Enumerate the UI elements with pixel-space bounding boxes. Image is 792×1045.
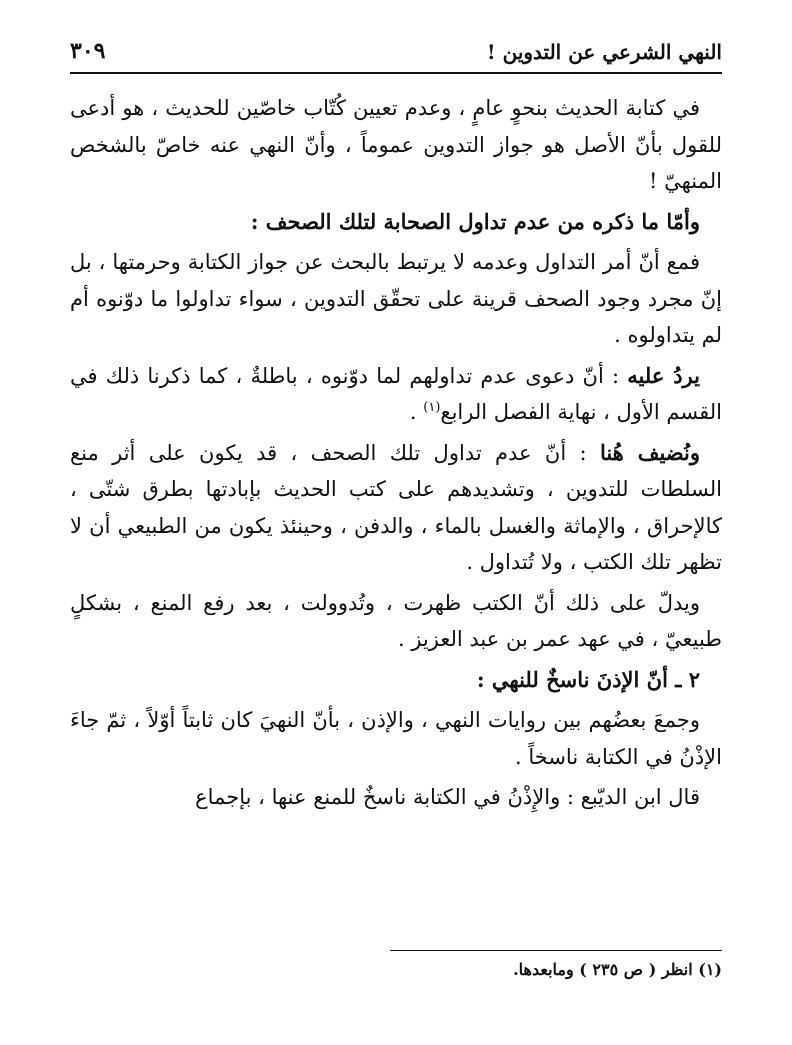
- paragraph-6: وجمعَ بعضُهم بين روايات النهي ، والإذن ، بأنّ النهيَ كان ثابتاً أوّلاً ، ثمّ جاءَ الإذْنُ في الكتابة ناسخاً .: [70, 708, 722, 769]
- footnote-1: (١) انظر ( ص ٢٣٥ ) ومابعدها.: [513, 960, 722, 979]
- page-number: ٣٠٩: [70, 38, 106, 64]
- header-divider: [70, 72, 722, 74]
- paragraph-3-tail: .: [409, 400, 424, 424]
- paragraph-5: ويدلّ على ذلك أنّ الكتب ظهرت ، وتُدوولت ، بعد رفع المنع ، بشكلٍ طبيعيّ ، في عهد عمر بن عبد العزيز .: [70, 590, 722, 651]
- paragraph-4-lead: ونُضيف هُنا: [599, 439, 700, 465]
- paragraph-4: [70, 435, 722, 581]
- paragraph-1: في كتابة الحديث بنحوٍ عامٍ ، وعدم تعيين كُتّاب خاصّين للحديث ، هو أدعى للقول بأنّ الأصل هو جواز التدوين عموماً ، وأنّ النهي عنه خاصّ بالشخص المنهيّ !: [70, 96, 722, 193]
- paragraph-2: فمع أنّ أمر التداول وعدمه لا يرتبط بالبحث عن جواز الكتابة وحرمتها ، بل إنّ مجرد وجود الصحف قرينة على تحقّق التدوين ، سواء تداولوا ما دوّنوه أم لم يتداولوه .: [70, 250, 722, 347]
- paragraph-7: قال ابن الديّبع : والإِذْنُ في الكتابة ناسخٌ للمنع عنها ، بإجماع: [195, 785, 700, 809]
- section-heading-2: ٢ ـ أنّ الإذنَ ناسخٌ للنهي :: [476, 666, 700, 692]
- body-text: [70, 90, 722, 820]
- paragraph-3: [70, 358, 722, 431]
- running-header: [70, 28, 722, 64]
- paragraph-3-text: : أنّ دعوى عدم تداولهم لما دوّنوه ، باطلةٌ ، كما ذكرنا ذلك في القسم الأول ، نهاية الفصل الرابع: [70, 363, 722, 424]
- footnote-divider: [390, 950, 722, 951]
- footnote-ref-1[interactable]: (١): [423, 400, 441, 415]
- header-title: النهي الشرعي عن التدوين !: [486, 40, 722, 64]
- paragraph-3-lead: يردُ عليه: [627, 362, 700, 388]
- section-heading-1: وأمّا ما ذكره من عدم تداول الصحابة لتلك الصحف :: [250, 208, 700, 234]
- paragraph-4-text: : أنّ عدم تداول تلك الصحف ، قد يكون على أثر منع السلطات للتدوين ، وتشديدهم على كتب الحديث بإبادتها بطرق شتّى ، كالإحراق ، والإماثة والغسل بالماء ، والدفن ، وحينئذ يكون من الطبيعي أن لا تظهر تلك الكتب ، ولا تُتداول .: [70, 440, 722, 574]
